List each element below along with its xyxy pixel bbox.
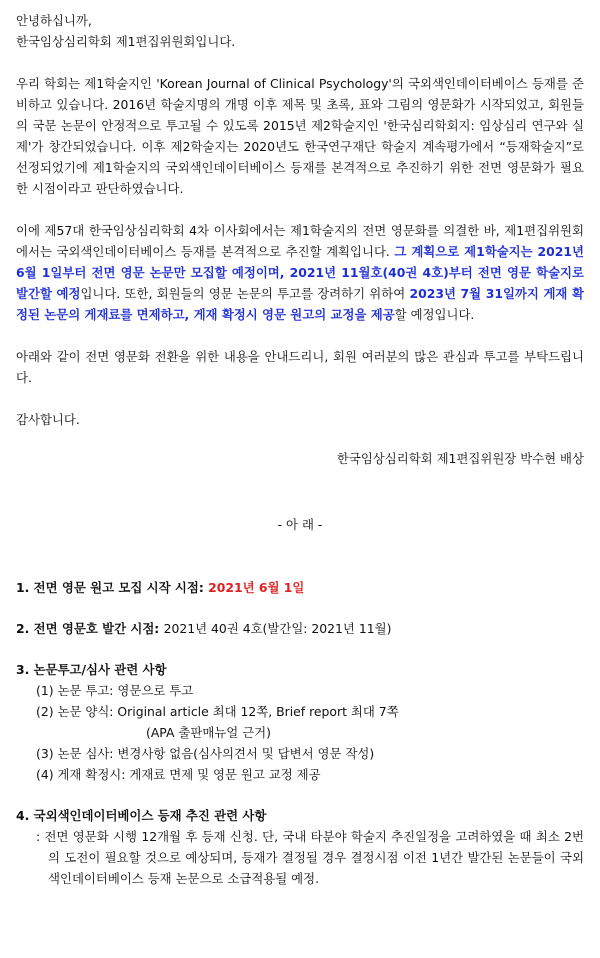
section-1-label: 1. 전면 영문 원고 모집 시작 시점: — [16, 580, 209, 595]
section-2 — [16, 618, 584, 639]
plan-highlight-2: 2023년 7월 31일까지 게재 확정된 논문의 게재료를 면제하고, 게재 확정시 영문 원고의 교정을 제공 — [16, 286, 584, 322]
plan-text-1: 이에 제57대 한국임상심리학회 4차 이사회에서는 제1학술지의 전면 영문화를 의결한 바, 제1편집위원회에서는 국외색인데이터베이스 등재를 본격적으로 추진할 계획입니다. — [16, 223, 584, 259]
plan-text-2: 입니다. 또한, 회원들의 영문 논문의 투고를 장려하기 위하여 — [80, 286, 410, 301]
section-2-value: 2021년 40권 4호(발간일: 2021년 11월) — [163, 621, 392, 636]
paragraph-request: 아래와 같이 전면 영문화 전환을 위한 내용을 안내드리니, 회원 여러분의 많은 관심과 투고를 부탁드립니다. — [16, 349, 584, 385]
section-3-item-2: (2) 논문 양식: Original article 최대 12쪽, Brief report 최대 7쪽 — [36, 704, 399, 719]
section-1 — [16, 577, 584, 598]
paragraph-background: 우리 학회는 제1학술지인 'Korean Journal of Clinical Psychology'의 국외색인데이터베이스 등재를 준비하고 있습니다. 2016년 학술지명의 개명 이후 제목 및 초록, 표와 그림의 영문화가 시작되었고, 회원들의 국문 논문이 안정적으로 투고될 수 있도록 2015년 제2학술지인 '한국심리학회지: 임상심리 연구와 실제'가 창간되었습니다. 이후 제2학술지는 2020년도 한국연구재단 학술지 계속평가에서 “등재학술지”로 선정되었기에 제1학술지의 국외색인데이터베이스 등재를 본격적으로 추진하기 위한 전면 영문화가 필요한 시점이라고 판단하였습니다. — [16, 76, 584, 196]
plan-highlight-1: 그 계획으로 제1학술지는 2021년 6월 1일부터 전면 영문 논문만 모집할 예정이며, 2021년 11월호(40권 4호)부터 전면 영문 학술지로 발간할 예정 — [16, 244, 584, 301]
section-3-item-1: (1) 논문 투고: 영문으로 투고 — [36, 683, 194, 698]
plan-text-3: 할 예정입니다. — [394, 307, 475, 322]
section-4-text: : 전면 영문화 시행 12개월 후 등재 신청. 단, 국내 타분야 학술지 추진일정을 고려하였을 때 최소 2번의 도전이 필요할 것으로 예상되며, 등재가 결정될 경우 결정시점 이전 1년간 발간된 논문들이 국외색인데이터베이스 등재 논문으로 소급적용될 예정. — [36, 829, 584, 886]
section-3-item-4: (4) 게재 확정시: 게재료 면제 및 영문 원고 교정 제공 — [36, 767, 321, 782]
section-3-title: 3. 논문투고/심사 관련 사항 — [16, 662, 167, 677]
section-4-title: 4. 국외색인데이터베이스 등재 추진 관련 사항 — [16, 808, 267, 823]
section-3-item-3: (3) 논문 심사: 변경사항 없음(심사의견서 및 답변서 영문 작성) — [36, 746, 375, 761]
section-1-value: 2021년 6월 1일 — [208, 580, 305, 595]
divider-heading: - 아 래 - — [277, 517, 323, 532]
paragraph-plan — [16, 220, 584, 325]
section-2-label: 2. 전면 영문호 발간 시점: — [16, 621, 164, 636]
section-3-item-2-note: (APA 출판매뉴얼 근거) — [146, 725, 271, 740]
intro-org: 한국임상심리학회 제1편집위원회입니다. — [16, 34, 236, 49]
signature: 한국임상심리학회 제1편집위원장 박수현 배상 — [336, 451, 584, 466]
thanks: 감사합니다. — [16, 412, 80, 427]
greeting: 안녕하십니까, — [16, 13, 92, 28]
